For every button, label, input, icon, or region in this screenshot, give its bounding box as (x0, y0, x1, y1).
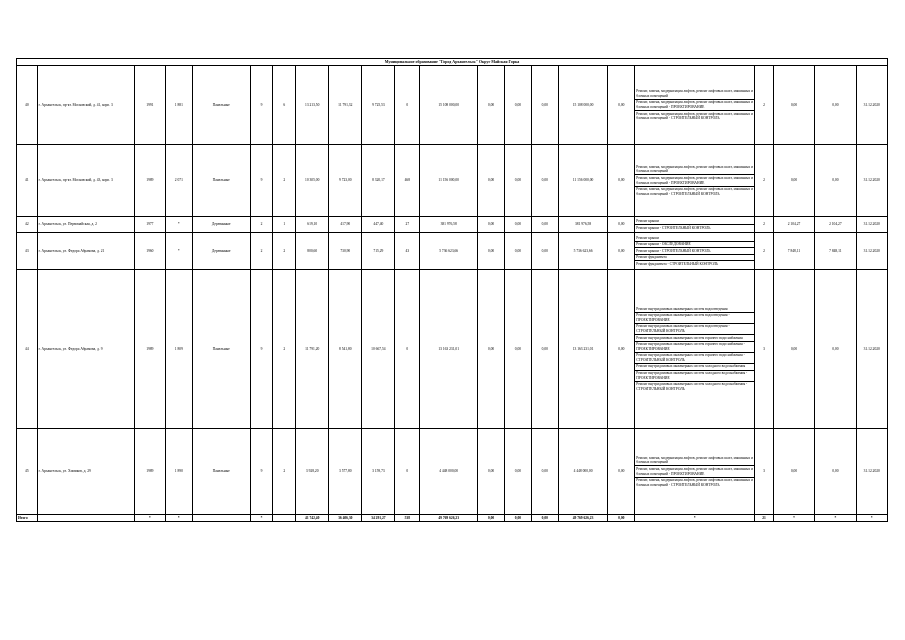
cell-n: 40 (17, 66, 38, 145)
work-item: Ремонт крыши - СТРОИТЕЛЬНЫЙ КОНТРОЛЬ (635, 248, 754, 255)
cell-n: 44 (17, 270, 38, 429)
cell-date: 31.12.2020 (856, 429, 887, 515)
works-cell (635, 233, 755, 270)
work-item: Ремонт, замена, модернизация лифтов, ремонт лифтовых шахт, машинных и блочных помещений (635, 89, 754, 100)
cell-entr: 1 (273, 217, 296, 233)
cell-s3: 8 320,17 (362, 145, 395, 217)
cell-f4: 381 976,58 (558, 217, 608, 233)
cell-u1: 2 (755, 66, 774, 145)
table-row (17, 217, 888, 233)
cell-year: 1989 (134, 270, 165, 429)
cell-s3: 447,40 (362, 217, 395, 233)
table-row (17, 66, 888, 145)
cell-entr: 2 (273, 429, 296, 515)
cell-exp: 2 071 (165, 145, 192, 217)
cell-u2: 2 104,27 (773, 217, 814, 233)
cell-s3: 10 667,54 (362, 270, 395, 429)
cell-cost: 11 156 000,00 (420, 145, 478, 217)
cell-f4: 4 448 000,00 (558, 429, 608, 515)
cell-people: 27 (395, 217, 420, 233)
cell-cost: 5 736 623,66 (420, 233, 478, 270)
cell-people: 468 (395, 145, 420, 217)
cell-f5: 0,00 (608, 270, 635, 429)
cell-exp: 1 890 (165, 429, 192, 515)
cell-u3: 0,00 (815, 270, 856, 429)
cell-n: 41 (17, 145, 38, 217)
cell-cost: 381 976,58 (420, 217, 478, 233)
cell-wall: Панельные (192, 429, 250, 515)
work-item: Ремонт внутридомовых инженерных систем горячего водоснабжения - СТРОИТЕЛЬНЫЙ КОНТРОЛЬ (635, 353, 754, 364)
work-item: Ремонт внутридомовых инженерных систем горячего водоснабжения (635, 335, 754, 342)
cell-f3: 0,00 (531, 233, 558, 270)
work-item: Ремонт внутридомовых инженерных систем холодного водоснабжения (635, 364, 754, 371)
cell-f4: 11 156 000,00 (558, 145, 608, 217)
cell-f5: 0,00 (608, 429, 635, 515)
cell-u1: 2 (755, 145, 774, 217)
cell-exp: 1 881 (165, 66, 192, 145)
cell-f3: 0,00 (531, 66, 558, 145)
work-item: Ремонт внутридомовых инженерных систем водоотведения (635, 306, 754, 313)
cell-f1: 0,00 (478, 66, 505, 145)
work-item: Ремонт, замена, модернизация лифтов, ремонт лифтовых шахт, машинных и блочных помещений - ПРОЕКТИРОВАНИЕ (635, 466, 754, 477)
cell-f3: 0,00 (531, 217, 558, 233)
total-f4: 49 769 626,23 (558, 515, 608, 522)
table-title: Муниципальное образование "Город Архангельск" Округ Майская Горка (17, 59, 888, 66)
cell-date: 31.12.2020 (856, 145, 887, 217)
total-c: * (250, 515, 273, 522)
cell-n: 42 (17, 217, 38, 233)
cell-cost: 4 448 000,00 (420, 429, 478, 515)
cell-f4: 5 736 623,66 (558, 233, 608, 270)
cell-f5: 0,00 (608, 66, 635, 145)
work-item: Ремонт крыши (635, 235, 754, 242)
cell-u2: 7 848,11 (773, 233, 814, 270)
cell-exp: * (165, 217, 192, 233)
cell-f5: 0,00 (608, 145, 635, 217)
cell-n: 45 (17, 429, 38, 515)
cell-wall: Панельные (192, 270, 250, 429)
work-item: Ремонт внутридомовых инженерных систем холодного водоснабжения - ПРОЕКТИРОВАНИЕ (635, 371, 754, 382)
cell-s3: 715,29 (362, 233, 395, 270)
cell-f1: 0,00 (478, 233, 505, 270)
cell-people: 0 (395, 429, 420, 515)
cell-u1: 3 (755, 429, 774, 515)
cell-cost: 15 108 000,00 (420, 66, 478, 145)
work-item: Ремонт фундамента (635, 255, 754, 262)
work-item: Ремонт, замена, модернизация лифтов, ремонт лифтовых шахт, машинных и блочных помещений (635, 164, 754, 175)
cell-f5: 0,00 (608, 233, 635, 270)
cell-s2: 730,90 (329, 233, 362, 270)
cell-entr: 2 (273, 233, 296, 270)
total-cost: 49 769 626,23 (420, 515, 478, 522)
total-w: * (635, 515, 755, 522)
cell-exp: 1 809 (165, 270, 192, 429)
cell-s1: 11 791,20 (296, 270, 329, 429)
cell-u3: 7 848,11 (815, 233, 856, 270)
cell-f4: 15 108 000,00 (558, 66, 608, 145)
total-s3: 34 291,27 (362, 515, 395, 522)
cell-wall: Панельные (192, 66, 250, 145)
cell-date: 31.12.2020 (856, 66, 887, 145)
work-item: Ремонт, замена, модернизация лифтов, ремонт лифтовых шахт, машинных и блочных помещений - ПРОЕКТИРОВАНИЕ (635, 100, 754, 111)
total-u1: 21 (755, 515, 774, 522)
cell-f2: 0,00 (505, 66, 532, 145)
cell-floors: 9 (250, 66, 273, 145)
cell-year: 1989 (134, 429, 165, 515)
total-empty (192, 515, 250, 522)
total-f5: 0,00 (608, 515, 635, 522)
work-item: Ремонт, замена, модернизация лифтов, ремонт лифтовых шахт, машинных и блочных помещений - СТРОИТЕЛЬНЫЙ КОНТРОЛЬ (636, 187, 753, 196)
cell-year: 1991 (134, 66, 165, 145)
total-f1: 0,00 (478, 515, 505, 522)
total-b: * (165, 515, 192, 522)
cell-f2: 0,00 (505, 217, 532, 233)
cell-year: 1989 (134, 145, 165, 217)
cell-floors: 9 (250, 429, 273, 515)
work-item: Ремонт внутридомовых инженерных систем горячего водоснабжения - ПРОЕКТИРОВАНИЕ (635, 342, 754, 353)
work-item: Ремонт, замена, модернизация лифтов, ремонт лифтовых шахт, машинных и блочных помещений - СТРОИТЕЛЬНЫЙ КОНТРОЛЬ (636, 478, 753, 487)
cell-u2: 0,00 (773, 270, 814, 429)
total-empty (273, 515, 296, 522)
cell-addr: г. Архангельск, пр-кт. Московский, д. 41, корп. 3 (37, 66, 134, 145)
works-cell (635, 429, 755, 515)
cell-addr: г. Архангельск, пр-кт. Московский, д. 43, корп. 3 (37, 145, 134, 217)
cell-s3: 9 725,53 (362, 66, 395, 145)
cell-addr: г. Архангельск, ул. Федора Абрамова, д. 9 (37, 270, 134, 429)
cell-f2: 0,00 (505, 270, 532, 429)
cell-year: 1960 (134, 233, 165, 270)
cell-addr: г. Архангельск, ул. Первомайская, д. 2 (37, 217, 134, 233)
cell-people: 0 (395, 270, 420, 429)
cell-floors: 9 (250, 145, 273, 217)
cell-s1: 13 213,50 (296, 66, 329, 145)
cell-s2: 3 577,80 (329, 429, 362, 515)
works-cell (635, 145, 755, 217)
work-item: Ремонт крыши - ОБСЛЕДОВАНИЕ (635, 242, 754, 249)
cell-u3: 2 104,27 (815, 217, 856, 233)
total-people: 538 (395, 515, 420, 522)
work-item: Ремонт внутридомовых инженерных систем холодного водоснабжения - СТРОИТЕЛЬНЫЙ КОНТРОЛЬ (636, 382, 748, 391)
cell-entr: 2 (273, 145, 296, 217)
cell-u3: 0,00 (815, 429, 856, 515)
table-row (17, 429, 888, 515)
cell-people: 43 (395, 233, 420, 270)
cell-u2: 0,00 (773, 66, 814, 145)
capital-repair-table (16, 58, 888, 522)
cell-s2: 9 723,00 (329, 145, 362, 217)
cell-wall: Деревянные (192, 217, 250, 233)
cell-exp: * (165, 233, 192, 270)
cell-wall: Панельные (192, 145, 250, 217)
cell-f2: 0,00 (505, 429, 532, 515)
cell-f2: 0,00 (505, 233, 532, 270)
cell-u3: 0,00 (815, 145, 856, 217)
cell-cost: 13 163 231,01 (420, 270, 478, 429)
total-date: * (856, 515, 887, 522)
work-item: Ремонт, замена, модернизация лифтов, ремонт лифтовых шахт, машинных и блочных помещений (635, 455, 754, 466)
cell-f2: 0,00 (505, 145, 532, 217)
cell-entr: 2 (273, 270, 296, 429)
cell-n: 43 (17, 233, 38, 270)
table-row (17, 270, 888, 429)
total-f2: 0,00 (505, 515, 532, 522)
total-row (17, 515, 888, 522)
cell-date: 31.12.2020 (856, 233, 887, 270)
total-a: * (134, 515, 165, 522)
cell-f1: 0,00 (478, 145, 505, 217)
total-empty (37, 515, 134, 522)
cell-floors: 2 (250, 217, 273, 233)
cell-s2: 417,90 (329, 217, 362, 233)
cell-f3: 0,00 (531, 270, 558, 429)
cell-floors: 9 (250, 270, 273, 429)
total-u3: * (815, 515, 856, 522)
cell-f4: 13 163 231,01 (558, 270, 608, 429)
cell-entr: 6 (273, 66, 296, 145)
work-item: Ремонт фундамента - СТРОИТЕЛЬНЫЙ КОНТРОЛЬ (636, 261, 719, 266)
works-cell (635, 217, 755, 233)
cell-s1: 619,10 (296, 217, 329, 233)
cell-wall: Деревянные (192, 233, 250, 270)
works-cell (635, 66, 755, 145)
table-row (17, 145, 888, 217)
work-item: Ремонт, замена, модернизация лифтов, ремонт лифтовых шахт, машинных и блочных помещений - ПРОЕКТИРОВАНИЕ (635, 175, 754, 186)
cell-f3: 0,00 (531, 145, 558, 217)
cell-u2: 0,00 (773, 429, 814, 515)
table-row (17, 233, 888, 270)
total-u2: * (773, 515, 814, 522)
total-s1: 41 742,40 (296, 515, 329, 522)
total-f3: 0,00 (531, 515, 558, 522)
work-item: Ремонт, замена, модернизация лифтов, ремонт лифтовых шахт, машинных и блочных помещений - СТРОИТЕЛЬНЫЙ КОНТРОЛЬ (636, 111, 753, 121)
cell-floors: 2 (250, 233, 273, 270)
cell-people: 0 (395, 66, 420, 145)
cell-s2: 8 541,80 (329, 270, 362, 429)
cell-s1: 10 305,00 (296, 145, 329, 217)
work-item: Ремонт крыши - СТРОИТЕЛЬНЫЙ КОНТРОЛЬ (636, 225, 711, 230)
work-item: Ремонт крыши (635, 218, 754, 225)
cell-u1: 2 (755, 233, 774, 270)
total-label: Итого (17, 515, 38, 522)
cell-f1: 0,00 (478, 429, 505, 515)
cell-s1: 3 928,20 (296, 429, 329, 515)
cell-u2: 0,00 (773, 145, 814, 217)
cell-f1: 0,00 (478, 217, 505, 233)
cell-f1: 0,00 (478, 270, 505, 429)
cell-year: 1977 (134, 217, 165, 233)
total-s2: 36 406,30 (329, 515, 362, 522)
cell-u1: 2 (755, 217, 774, 233)
cell-addr: г. Архангельск, ул. Федора Абрамова, д. 21 (37, 233, 134, 270)
work-item: Ремонт внутридомовых инженерных систем водоотведения - ПРОЕКТИРОВАНИЕ (635, 313, 754, 324)
cell-u3: 0,00 (815, 66, 856, 145)
cell-f3: 0,00 (531, 429, 558, 515)
cell-u1: 3 (755, 270, 774, 429)
work-item: Ремонт внутридомовых инженерных систем водоотведения - СТРОИТЕЛЬНЫЙ КОНТРОЛЬ (635, 324, 754, 335)
cell-date: 31.12.2020 (856, 217, 887, 233)
cell-s1: 800,60 (296, 233, 329, 270)
cell-f5: 0,00 (608, 217, 635, 233)
works-cell (635, 270, 755, 429)
cell-date: 31.12.2020 (856, 270, 887, 429)
cell-s3: 3 159,73 (362, 429, 395, 515)
cell-s2: 11 791,32 (329, 66, 362, 145)
report-sheet (16, 58, 888, 522)
cell-addr: г. Архангельск, ул. Химиков, д. 29 (37, 429, 134, 515)
